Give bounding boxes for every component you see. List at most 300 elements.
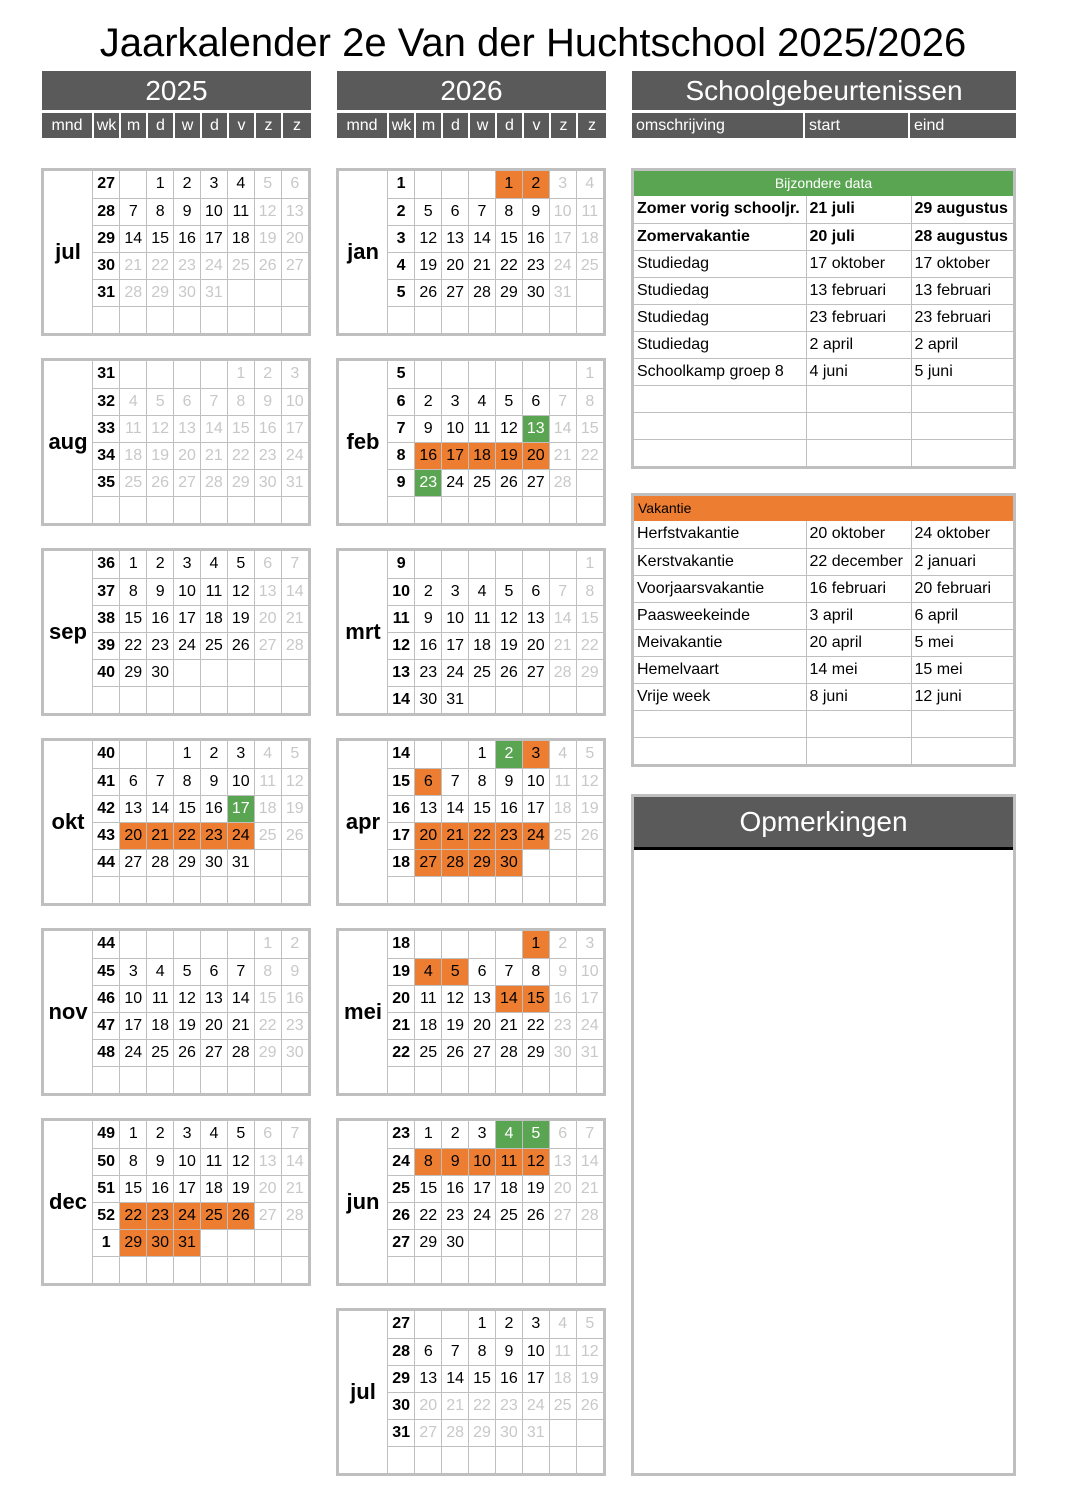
day-cell: 4 — [549, 741, 576, 768]
day-cell: 28 — [469, 279, 496, 306]
event-omschrijving: Studiedag — [634, 304, 806, 331]
week-row — [93, 1148, 308, 1175]
event-row — [634, 358, 1013, 385]
week-row — [388, 198, 603, 225]
month-block-aug — [41, 358, 311, 526]
event-eind — [911, 412, 1013, 439]
day-cell — [120, 686, 147, 713]
day-cell: 6 — [415, 768, 442, 795]
day-cell: 10 — [469, 1148, 496, 1175]
day-cell: 19 — [522, 1175, 549, 1202]
week-number — [388, 876, 415, 903]
week-number — [93, 496, 120, 523]
day-cell: 25 — [415, 1039, 442, 1066]
event-eind — [911, 710, 1013, 737]
week-row — [93, 496, 308, 523]
week-number: 42 — [93, 795, 120, 822]
day-cell: 19 — [576, 795, 603, 822]
day-cell: 21 — [227, 1012, 254, 1039]
event-eind: 12 juni — [911, 683, 1013, 710]
day-cell — [120, 306, 147, 333]
day-cell: 4 — [147, 958, 174, 985]
day-cell: 5 — [227, 1121, 254, 1148]
week-row — [388, 1419, 603, 1446]
week-row — [388, 1311, 603, 1338]
day-cell: 31 — [281, 469, 308, 496]
day-cell: 25 — [549, 822, 576, 849]
day-cell: 2 — [442, 1121, 469, 1148]
event-omschrijving: Voorjaarsvakantie — [634, 575, 806, 602]
day-cell: 2 — [522, 171, 549, 198]
day-cell — [200, 306, 227, 333]
day-cell: 10 — [174, 1148, 201, 1175]
week-row — [388, 1175, 603, 1202]
event-row — [634, 602, 1013, 629]
day-cell: 23 — [415, 659, 442, 686]
day-cell: 8 — [576, 578, 603, 605]
day-cell — [576, 496, 603, 523]
week-number — [93, 686, 120, 713]
week-row — [93, 252, 308, 279]
day-cell: 8 — [120, 578, 147, 605]
week-number: 22 — [388, 1039, 415, 1066]
day-cell — [469, 876, 496, 903]
week-row — [93, 931, 308, 958]
day-cell: 17 — [227, 795, 254, 822]
year-label: 2025 — [42, 71, 311, 113]
event-eind — [911, 385, 1013, 412]
day-cell: 4 — [469, 578, 496, 605]
week-number: 46 — [93, 985, 120, 1012]
week-row — [93, 632, 308, 659]
day-cell — [469, 686, 496, 713]
day-cell: 18 — [147, 1012, 174, 1039]
day-cell — [522, 876, 549, 903]
day-cell: 25 — [495, 1202, 522, 1229]
day-cell: 1 — [522, 931, 549, 958]
day-cell: 1 — [576, 551, 603, 578]
day-cell: 24 — [442, 469, 469, 496]
day-cell — [147, 1256, 174, 1283]
day-cell: 19 — [227, 605, 254, 632]
day-cell: 5 — [415, 198, 442, 225]
day-cell — [174, 496, 201, 523]
week-number: 31 — [93, 361, 120, 388]
day-cell — [549, 876, 576, 903]
day-cell: 3 — [469, 1121, 496, 1148]
col-label: wk — [389, 113, 416, 138]
day-cell: 30 — [549, 1039, 576, 1066]
event-omschrijving: Herfstvakantie — [634, 521, 806, 548]
day-cell: 15 — [147, 225, 174, 252]
day-cell: 9 — [254, 388, 281, 415]
day-cell: 20 — [200, 1012, 227, 1039]
day-cell: 26 — [174, 1039, 201, 1066]
day-cell — [469, 1229, 496, 1256]
week-row — [93, 442, 308, 469]
day-cell: 31 — [576, 1039, 603, 1066]
day-cell: 30 — [495, 1419, 522, 1446]
day-cell — [227, 279, 254, 306]
day-cell: 26 — [415, 279, 442, 306]
day-cell — [174, 931, 201, 958]
week-row — [388, 1392, 603, 1419]
event-omschrijving — [634, 439, 806, 466]
day-cell: 27 — [200, 1039, 227, 1066]
day-cell — [576, 279, 603, 306]
col-label: z — [293, 117, 301, 134]
day-cell: 21 — [442, 822, 469, 849]
col-label: mnd — [42, 113, 94, 138]
day-cell: 25 — [469, 659, 496, 686]
day-cell: 1 — [495, 171, 522, 198]
col-label: w — [470, 113, 497, 138]
day-cell: 26 — [495, 659, 522, 686]
day-cell: 25 — [549, 1392, 576, 1419]
week-row — [93, 306, 308, 333]
day-cell: 11 — [469, 415, 496, 442]
day-cell: 14 — [442, 1365, 469, 1392]
day-cell — [147, 306, 174, 333]
day-cell: 16 — [522, 225, 549, 252]
day-cell: 22 — [469, 822, 496, 849]
col-label: z — [256, 113, 283, 138]
day-cell: 16 — [174, 225, 201, 252]
day-cell: 10 — [522, 1338, 549, 1365]
day-cell: 1 — [415, 1121, 442, 1148]
day-cell: 24 — [442, 659, 469, 686]
month-block-jul — [41, 168, 311, 336]
week-number: 21 — [388, 1012, 415, 1039]
day-cell — [442, 496, 469, 523]
event-start: 4 juni — [806, 358, 911, 385]
day-cell: 20 — [281, 225, 308, 252]
day-cell: 31 — [522, 1419, 549, 1446]
day-cell: 28 — [549, 659, 576, 686]
day-cell: 25 — [227, 252, 254, 279]
week-number: 5 — [388, 279, 415, 306]
day-cell: 12 — [147, 415, 174, 442]
day-cell: 6 — [469, 958, 496, 985]
week-row — [93, 1066, 308, 1093]
column-labels — [337, 113, 606, 138]
day-cell: 29 — [227, 469, 254, 496]
week-row — [93, 388, 308, 415]
day-cell — [227, 306, 254, 333]
day-cell — [549, 686, 576, 713]
day-cell: 5 — [495, 388, 522, 415]
week-row — [388, 1012, 603, 1039]
day-cell: 3 — [442, 388, 469, 415]
event-row — [634, 196, 1013, 223]
day-cell: 18 — [120, 442, 147, 469]
day-cell: 20 — [469, 1012, 496, 1039]
day-cell: 8 — [469, 768, 496, 795]
day-cell: 8 — [254, 958, 281, 985]
day-cell — [522, 849, 549, 876]
day-cell: 26 — [495, 469, 522, 496]
col-label: m — [121, 113, 148, 138]
event-row — [634, 683, 1013, 710]
week-row — [93, 822, 308, 849]
day-cell: 25 — [254, 822, 281, 849]
day-cell: 16 — [495, 1365, 522, 1392]
remarks-title: Opmerkingen — [634, 797, 1013, 850]
day-cell: 14 — [549, 415, 576, 442]
week-number: 23 — [388, 1121, 415, 1148]
day-cell: 20 — [174, 442, 201, 469]
day-cell: 10 — [549, 198, 576, 225]
day-cell: 16 — [415, 442, 442, 469]
week-row — [388, 958, 603, 985]
day-cell: 15 — [469, 1365, 496, 1392]
day-cell — [281, 849, 308, 876]
day-cell: 16 — [549, 985, 576, 1012]
week-number: 30 — [93, 252, 120, 279]
day-cell: 18 — [549, 795, 576, 822]
day-cell — [549, 1229, 576, 1256]
day-cell: 29 — [120, 1229, 147, 1256]
event-omschrijving: Zomervakantie — [634, 223, 806, 250]
header-events — [632, 71, 1016, 140]
day-cell: 23 — [200, 822, 227, 849]
day-cell: 30 — [147, 1229, 174, 1256]
week-number: 28 — [388, 1338, 415, 1365]
day-cell: 6 — [254, 551, 281, 578]
day-cell: 30 — [495, 849, 522, 876]
week-number: 48 — [93, 1039, 120, 1066]
event-row — [634, 548, 1013, 575]
week-row — [388, 1202, 603, 1229]
day-cell — [495, 1066, 522, 1093]
week-row — [388, 686, 603, 713]
day-cell: 2 — [254, 361, 281, 388]
week-row — [93, 361, 308, 388]
event-start: 17 oktober — [806, 250, 911, 277]
week-number — [388, 1066, 415, 1093]
header-2025 — [42, 71, 311, 140]
event-eind: 5 juni — [911, 358, 1013, 385]
day-cell — [576, 1229, 603, 1256]
day-cell — [415, 1256, 442, 1283]
day-cell — [174, 1066, 201, 1093]
day-cell — [469, 551, 496, 578]
day-cell — [442, 1311, 469, 1338]
week-number: 5 — [388, 361, 415, 388]
week-number — [388, 1256, 415, 1283]
day-cell — [174, 361, 201, 388]
day-cell: 13 — [522, 605, 549, 632]
day-cell: 13 — [415, 1365, 442, 1392]
day-cell: 17 — [522, 1365, 549, 1392]
day-cell: 14 — [442, 795, 469, 822]
day-cell: 19 — [495, 442, 522, 469]
day-cell — [549, 1256, 576, 1283]
col-label: mnd — [337, 113, 389, 138]
day-cell: 4 — [469, 388, 496, 415]
day-cell: 13 — [281, 198, 308, 225]
day-cell — [147, 496, 174, 523]
week-number: 1 — [388, 171, 415, 198]
day-cell — [415, 361, 442, 388]
day-cell: 5 — [576, 741, 603, 768]
day-cell: 19 — [495, 632, 522, 659]
day-cell — [549, 1066, 576, 1093]
col-label: d — [202, 113, 229, 138]
event-omschrijving: Vrije week — [634, 683, 806, 710]
day-cell — [469, 171, 496, 198]
day-cell: 13 — [469, 985, 496, 1012]
day-cell — [442, 1256, 469, 1283]
week-number: 24 — [388, 1148, 415, 1175]
event-row — [634, 575, 1013, 602]
day-cell: 11 — [576, 198, 603, 225]
week-row — [388, 1365, 603, 1392]
day-cell: 5 — [576, 1311, 603, 1338]
day-cell: 15 — [227, 415, 254, 442]
day-cell: 12 — [576, 1338, 603, 1365]
week-number: 15 — [388, 768, 415, 795]
day-cell: 18 — [576, 225, 603, 252]
day-cell: 7 — [549, 578, 576, 605]
event-row — [634, 656, 1013, 683]
day-cell: 24 — [522, 1392, 549, 1419]
day-cell: 22 — [495, 252, 522, 279]
day-cell — [576, 306, 603, 333]
day-cell — [281, 496, 308, 523]
week-row — [93, 686, 308, 713]
day-cell: 10 — [174, 578, 201, 605]
day-cell: 2 — [415, 388, 442, 415]
week-number — [388, 306, 415, 333]
day-cell — [415, 741, 442, 768]
event-row — [634, 737, 1013, 764]
week-row — [388, 1338, 603, 1365]
day-cell: 12 — [415, 225, 442, 252]
day-cell: 24 — [281, 442, 308, 469]
day-cell: 26 — [442, 1039, 469, 1066]
col-label: z — [551, 113, 578, 138]
event-row — [634, 629, 1013, 656]
day-cell: 19 — [174, 1012, 201, 1039]
week-number: 40 — [93, 659, 120, 686]
week-row — [93, 849, 308, 876]
day-cell — [147, 741, 174, 768]
event-omschrijving — [634, 385, 806, 412]
month-name: jun — [339, 1121, 388, 1283]
day-cell — [281, 659, 308, 686]
day-cell: 1 — [174, 741, 201, 768]
month-name: sep — [44, 551, 93, 713]
day-cell — [227, 931, 254, 958]
day-cell — [522, 1066, 549, 1093]
event-start: 20 oktober — [806, 521, 911, 548]
day-cell: 29 — [147, 279, 174, 306]
day-cell: 3 — [522, 741, 549, 768]
week-row — [388, 1256, 603, 1283]
col-label: start — [805, 113, 910, 138]
day-cell — [415, 876, 442, 903]
day-cell: 26 — [227, 632, 254, 659]
day-cell — [227, 686, 254, 713]
day-cell — [495, 686, 522, 713]
special-dates-table — [631, 168, 1016, 469]
day-cell — [147, 1066, 174, 1093]
day-cell: 3 — [174, 551, 201, 578]
day-cell: 4 — [227, 171, 254, 198]
day-cell: 14 — [200, 415, 227, 442]
day-cell: 15 — [120, 605, 147, 632]
week-number: 47 — [93, 1012, 120, 1039]
week-row — [388, 469, 603, 496]
day-cell — [254, 659, 281, 686]
day-cell — [469, 306, 496, 333]
day-cell: 18 — [495, 1175, 522, 1202]
month-name: dec — [44, 1121, 93, 1283]
week-number: 27 — [388, 1229, 415, 1256]
day-cell: 9 — [281, 958, 308, 985]
day-cell: 15 — [254, 985, 281, 1012]
day-cell — [120, 496, 147, 523]
day-cell: 21 — [442, 1392, 469, 1419]
day-cell — [200, 496, 227, 523]
day-cell: 19 — [442, 1012, 469, 1039]
week-row — [388, 279, 603, 306]
day-cell — [254, 306, 281, 333]
week-number: 3 — [388, 225, 415, 252]
day-cell — [281, 1256, 308, 1283]
event-start: 8 juni — [806, 683, 911, 710]
day-cell: 28 — [227, 1039, 254, 1066]
week-number: 50 — [93, 1148, 120, 1175]
event-start: 13 februari — [806, 277, 911, 304]
day-cell: 30 — [522, 279, 549, 306]
day-cell: 28 — [495, 1039, 522, 1066]
day-cell — [442, 361, 469, 388]
day-cell: 19 — [227, 1175, 254, 1202]
day-cell: 28 — [576, 1202, 603, 1229]
day-cell — [549, 306, 576, 333]
event-eind: 5 mei — [911, 629, 1013, 656]
day-cell: 27 — [549, 1202, 576, 1229]
remarks-panel — [631, 794, 1016, 1476]
day-cell — [120, 171, 147, 198]
day-cell: 21 — [469, 252, 496, 279]
day-cell: 11 — [549, 768, 576, 795]
special-dates-title: Bijzondere data — [634, 171, 1013, 196]
event-eind: 23 februari — [911, 304, 1013, 331]
week-number — [388, 496, 415, 523]
event-eind: 29 augustus — [911, 196, 1013, 223]
day-cell: 26 — [254, 252, 281, 279]
week-number — [93, 876, 120, 903]
day-cell: 23 — [495, 1392, 522, 1419]
col-label: v — [229, 113, 256, 138]
week-row — [93, 171, 308, 198]
event-eind — [911, 439, 1013, 466]
day-cell: 29 — [469, 1419, 496, 1446]
day-cell: 22 — [120, 632, 147, 659]
event-start — [806, 737, 911, 764]
day-cell: 25 — [469, 469, 496, 496]
day-cell: 14 — [469, 225, 496, 252]
day-cell — [200, 931, 227, 958]
week-number: 45 — [93, 958, 120, 985]
day-cell — [549, 1446, 576, 1473]
day-cell — [549, 496, 576, 523]
day-cell — [522, 306, 549, 333]
day-cell — [522, 551, 549, 578]
